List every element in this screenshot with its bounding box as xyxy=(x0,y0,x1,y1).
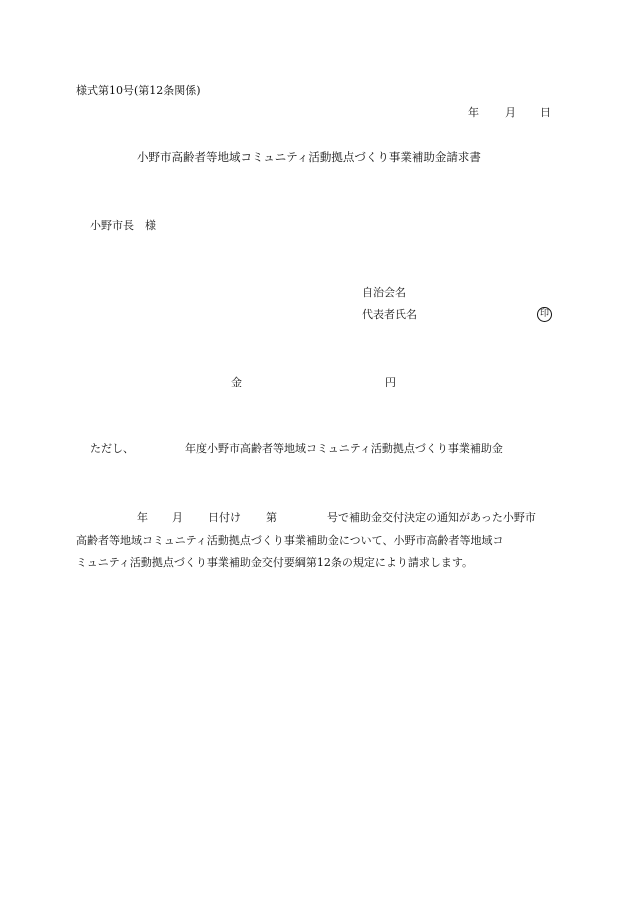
purpose-lead: ただし、 xyxy=(90,442,134,455)
body-year-label: 年 xyxy=(137,511,148,524)
addressee: 小野市長 様 xyxy=(90,219,156,232)
amount-prefix: 金 xyxy=(231,376,242,389)
date-month-label: 月 xyxy=(505,106,516,119)
form-number: 様式第10号(第12条関係) xyxy=(76,84,201,97)
representative-name-label: 代表者氏名 xyxy=(362,308,417,321)
body-line3: ミュニティ活動拠点づくり事業補助金交付要綱第12条の規定により請求します。 xyxy=(76,556,474,569)
seal-mark: 印 xyxy=(537,307,552,322)
body-dated-label: 日付け xyxy=(208,511,241,524)
body-number-prefix: 第 xyxy=(266,511,277,524)
association-name-label: 自治会名 xyxy=(362,286,406,299)
body-line2: 高齢者等地域コミュニティ活動拠点づくり事業補助金について、小野市高齢者等地域コ xyxy=(76,534,504,547)
body-month-label: 月 xyxy=(172,511,183,524)
document-title: 小野市高齢者等地域コミュニティ活動拠点づくり事業補助金請求書 xyxy=(137,150,481,164)
amount-suffix: 円 xyxy=(385,376,396,389)
date-year-label: 年 xyxy=(468,106,479,119)
date-day-label: 日 xyxy=(540,106,551,119)
purpose-text: 年度小野市高齢者等地域コミュニティ活動拠点づくり事業補助金 xyxy=(185,442,503,455)
body-line1-rest: 号で補助金交付決定の通知があった小野市 xyxy=(327,511,536,524)
